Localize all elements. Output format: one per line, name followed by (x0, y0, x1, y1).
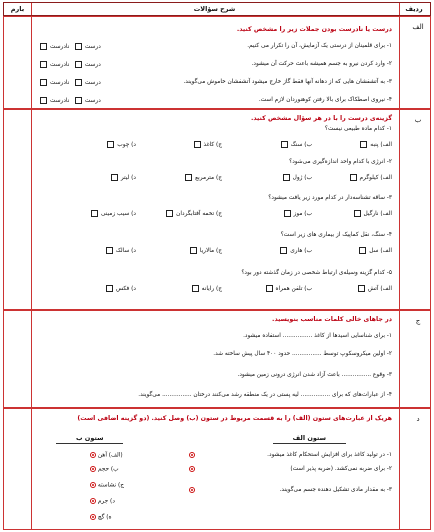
answer-option[interactable] (106, 285, 136, 292)
question-text: ۵- کدام گزینه وسیله‌ی ارتباط شخصی در زمان گذشته دور بود؟ (241, 270, 392, 276)
column-b-item: (الف) آهن (90, 452, 123, 459)
option-label: د) چوب (117, 142, 136, 148)
option-checkbox[interactable] (266, 285, 273, 292)
true-false-choice: درست نادرست (40, 61, 101, 68)
answer-option[interactable] (194, 141, 222, 148)
answer-option[interactable] (91, 210, 136, 217)
option-checkbox[interactable] (107, 141, 114, 148)
score-header: بارم (10, 5, 25, 13)
option-label: ب) هاری (290, 248, 312, 254)
question-text: ۴- سنگ، نقل کماپیک از بیماری های زیر است؟ (280, 232, 392, 238)
section-title: گزینه‌ی درست را با در هر سؤال مشخص کنید. (250, 115, 392, 122)
match-dot-a[interactable] (189, 452, 195, 458)
true-checkbox[interactable] (75, 61, 82, 68)
answer-option[interactable] (280, 247, 312, 254)
answer-option[interactable] (281, 141, 312, 148)
column-a-title: ستون الف (293, 434, 326, 442)
fill-blank-item: ۳- وقوع ................ باعث آزاد شدن انرژی درونی زمین میشود. (237, 372, 392, 378)
row-label-header: ردیف (405, 5, 423, 13)
answer-option[interactable] (350, 174, 392, 181)
option-checkbox[interactable] (283, 174, 290, 181)
option-checkbox[interactable] (194, 141, 201, 148)
section-title: هریک از عبارت‌های ستون (الف) را به قسمت مربوط در ستون (ب) وصل کنید. (دو گزینه اضافی است) (77, 415, 392, 422)
fill-blank-item: ۲- اولین میکروسکوپ توسط ................ حدود ۴۰۰ سال پیش ساخته شد. (213, 351, 392, 357)
option-checkbox[interactable] (281, 141, 288, 148)
answer-option[interactable] (107, 141, 136, 148)
option-label: ب) سنگ (290, 142, 312, 148)
option-label: الف) آتش (367, 286, 392, 292)
true-false-choice: درست نادرست (40, 79, 101, 86)
option-label: الف) نارگیل (363, 211, 392, 217)
column-a-item: ۳- به مقدار مادی تشکیل دهنده جسم می‌گویند. (279, 487, 392, 493)
option-label: الف) پنبه (370, 142, 392, 148)
questions-header: شرح سؤالات (193, 5, 236, 13)
false-checkbox[interactable] (40, 79, 47, 86)
fill-blank-item: ۱- برای شناسایی اسیدها از کاغذ ................ استفاده میشود. (243, 333, 392, 339)
option-label: د) فکس (115, 286, 136, 292)
option-checkbox[interactable] (360, 141, 367, 148)
true-checkbox[interactable] (75, 43, 82, 50)
option-label: ج) تخمه آفتابگردان (176, 211, 222, 217)
option-checkbox[interactable] (354, 210, 361, 217)
column-a-item: ۱- در تولید کاغذ برای افزایش استحکام کاغذ میشود. (267, 452, 392, 458)
answer-option[interactable] (192, 285, 222, 292)
answer-option[interactable] (358, 285, 392, 292)
true-checkbox[interactable] (75, 97, 82, 104)
section-b (3, 109, 431, 310)
option-label: ج) مالاریا (199, 248, 222, 254)
option-checkbox[interactable] (185, 174, 192, 181)
column-b-item: ج) نشاسته (90, 482, 124, 489)
option-checkbox[interactable] (359, 247, 366, 254)
option-label: ب) ژول (292, 175, 312, 181)
answer-option[interactable] (284, 210, 312, 217)
option-checkbox[interactable] (358, 285, 365, 292)
false-checkbox[interactable] (40, 61, 47, 68)
section-c (3, 310, 431, 408)
option-checkbox[interactable] (190, 247, 197, 254)
option-checkbox[interactable] (166, 210, 173, 217)
column-a-item: ۲- برای ضربه نمی‌کشد. (ضربه پذیر است) (290, 466, 392, 472)
option-label: ب) تلفن همراه (275, 286, 312, 292)
option-checkbox[interactable] (192, 285, 199, 292)
answer-option[interactable] (190, 247, 222, 254)
option-checkbox[interactable] (284, 210, 291, 217)
match-dot-b[interactable] (90, 498, 96, 504)
column-b-item: ب) حجم (90, 466, 119, 473)
table-header (3, 2, 431, 16)
answer-option[interactable] (185, 174, 222, 181)
false-checkbox[interactable] (40, 97, 47, 104)
option-checkbox[interactable] (91, 210, 98, 217)
section-letter: ج (415, 317, 421, 325)
option-checkbox[interactable] (106, 285, 113, 292)
match-dot-b[interactable] (90, 466, 96, 472)
option-label: ج) کاغذ (203, 142, 222, 148)
answer-option[interactable] (354, 210, 392, 217)
question-text: ۲- انرژی با کدام واحد اندازه‌گیری می‌شود؟ (289, 159, 392, 165)
column-b-item: د) جرم (90, 498, 115, 505)
question-text: ۱- کدام ماده طبیعی نیست؟ (324, 126, 392, 132)
answer-option[interactable] (283, 174, 312, 181)
statement: ۲- وارد کردن نیرو به جسم همیشه باعث حرکت آن میشود. (251, 61, 392, 67)
match-dot-b[interactable] (90, 514, 96, 520)
false-checkbox[interactable] (40, 43, 47, 50)
true-checkbox[interactable] (75, 79, 82, 86)
match-dot-b[interactable] (90, 482, 96, 488)
true-false-choice: درست نادرست (40, 43, 101, 50)
fill-blank-item: ۴- از عبارات‌های که برای ................ لیه پستی در یک منطقه رشد می‌کنند درختان ................ می‌گویند. (138, 392, 392, 398)
option-label: ج) رایانه (201, 286, 222, 292)
option-label: الف) سل (369, 248, 392, 254)
match-dot-a[interactable] (189, 487, 195, 493)
answer-option[interactable] (266, 285, 312, 292)
option-label: ب) موز (293, 211, 312, 217)
true-false-choice: درست نادرست (40, 97, 101, 104)
section-letter: الف (412, 23, 424, 31)
section-letter: د (416, 415, 420, 423)
answer-option[interactable] (359, 247, 392, 254)
statement: ۴- نیروی اصطکاک برای بالا رفتن کوهنوردان لازم است. (258, 97, 392, 103)
answer-option[interactable] (106, 247, 136, 254)
column-b-title: ستون ب (76, 434, 103, 442)
option-label: الف) کیلوگرم (359, 175, 392, 181)
section-d (3, 408, 431, 530)
option-label: ج) مترمربع (195, 175, 222, 181)
option-checkbox[interactable] (111, 174, 118, 181)
match-dot-b[interactable] (90, 452, 96, 458)
option-label: د) سیب زمینی (100, 211, 136, 217)
option-label: د) سالک (115, 248, 136, 254)
option-checkbox[interactable] (280, 247, 287, 254)
question-text: ۳- ساقه تشناسه‌دار در کدام مورد زیر یافت میشود؟ (268, 195, 392, 201)
answer-option[interactable] (166, 210, 222, 217)
answer-option[interactable] (111, 174, 136, 181)
section-title: در جاهای خالی کلمات مناسب بنویسید. (272, 316, 392, 323)
option-checkbox[interactable] (106, 247, 113, 254)
section-a (3, 16, 431, 109)
statement: ۱- برای قلمینان از درستی یک آزمایش، آن را تکرار می کنیم. (247, 43, 392, 49)
section-title: درست یا نادرست بودن جملات زیر را مشخص کنید. (236, 26, 392, 33)
section-letter: ب (414, 116, 422, 124)
answer-option[interactable] (360, 141, 392, 148)
option-checkbox[interactable] (350, 174, 357, 181)
option-label: د) لیتر (120, 175, 136, 181)
match-dot-a[interactable] (189, 466, 195, 472)
column-b-item: ه) گچ (90, 514, 112, 521)
statement: ۳- به آتشفشان هایی که از دهانه آنها فقط گاز خارج میشود آتشفشان خاموش می‌گویند. (183, 79, 392, 85)
